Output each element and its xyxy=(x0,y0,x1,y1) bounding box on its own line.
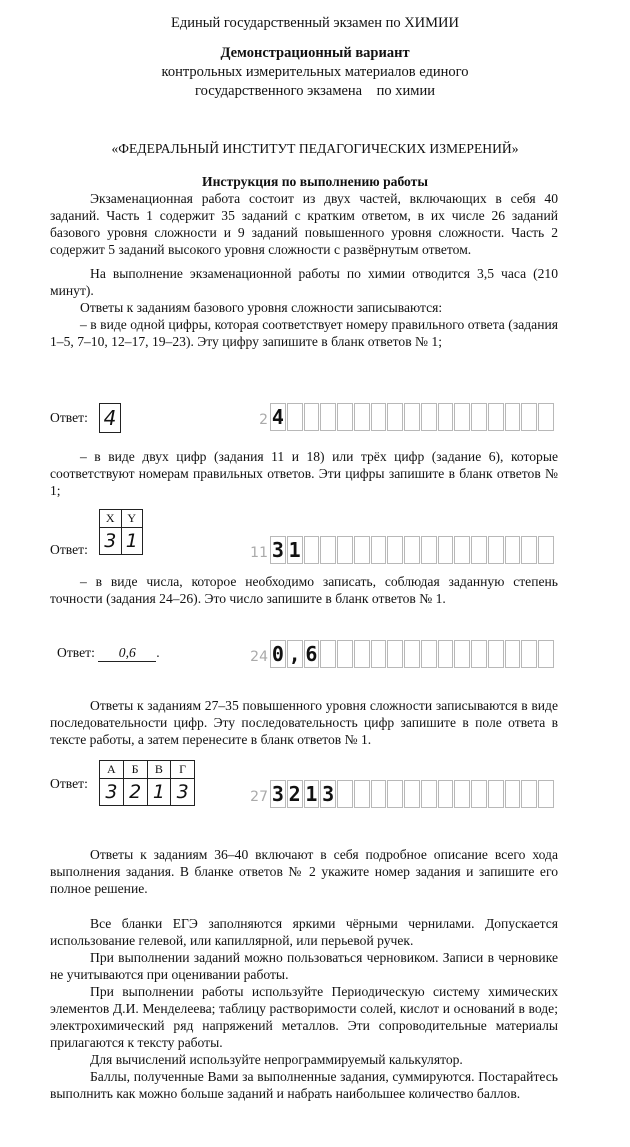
instruction-paragraph: Экзаменационная работа состоит из двух частей, включающих в себя 40 заданий. Часть 1 содержит 35 заданий с кратким ответом, в их числе 26 заданий базового уровня сложности и 9 заданий повышенного уровня сложности. Часть 2 содержит 5 заданий высокого уровня сложности с развёрнутым ответом. xyxy=(50,191,558,257)
handwritten-answer: 0,6 xyxy=(98,645,156,662)
answer-cell xyxy=(421,403,437,431)
instruction-block-6 xyxy=(50,915,558,1102)
answer-cell: 4 xyxy=(271,405,284,429)
instruction-paragraph: Для вычислений используйте непрограммируемый калькулятор. xyxy=(90,1052,463,1067)
answer-form-strip xyxy=(240,536,554,564)
answer-cell xyxy=(488,403,504,431)
handwritten-digit: 3 xyxy=(100,779,124,806)
instruction-paragraph: – в виде одной цифры, которая соответствует номеру правильного ответа (задания 1–5, 7–10, 12–17, 19–23). Эту цифру запишите в бланк ответов № 1; xyxy=(50,317,558,349)
instruction-block-5 xyxy=(50,846,558,897)
answer-cell xyxy=(304,403,320,431)
answer-cell xyxy=(354,780,370,808)
handwritten-answer-box: 4 xyxy=(99,403,121,433)
answer-cell xyxy=(320,640,336,668)
answer-cell xyxy=(337,403,353,431)
answer-cell: 0 xyxy=(271,642,284,666)
answer-cell xyxy=(354,403,370,431)
answer-cell xyxy=(371,403,387,431)
answer-cell xyxy=(538,403,554,431)
answer-table-xy xyxy=(99,509,143,555)
subtitle-line-2: государственного экзамена по химии xyxy=(195,83,435,99)
answer-cell xyxy=(421,780,437,808)
answer-cell: 3 xyxy=(271,538,284,562)
subtitle-line-1: контрольных измерительных материалов единого xyxy=(161,64,469,80)
answer-cell xyxy=(287,403,303,431)
instruction-paragraph: Все бланки ЕГЭ заполняются яркими чёрными чернилами. Допускается использование гелевой, или капиллярной, или перьевой ручек. xyxy=(50,916,558,948)
answer-cell xyxy=(521,403,537,431)
answer-cell: 2 xyxy=(288,782,301,806)
task-number: 11 xyxy=(250,545,268,561)
answer-cell xyxy=(505,403,521,431)
column-header: X xyxy=(100,510,122,528)
answer-cell xyxy=(421,536,437,564)
answer-label: Ответ: xyxy=(50,776,88,791)
handwritten-digit: 1 xyxy=(121,528,143,555)
answer-line-3 xyxy=(57,645,160,662)
answer-cell xyxy=(521,780,537,808)
answer-cell xyxy=(387,403,403,431)
answer-label: Ответ: xyxy=(50,542,88,557)
answer-cell xyxy=(488,536,504,564)
answer-cell xyxy=(337,780,353,808)
answer-cell xyxy=(404,780,420,808)
answer-cell xyxy=(538,536,554,564)
answer-cell xyxy=(488,780,504,808)
answer-cell: 1 xyxy=(288,538,301,562)
answer-cell xyxy=(538,640,554,668)
answer-cell xyxy=(471,536,487,564)
answer-cell: 3 xyxy=(271,782,284,806)
answer-cell xyxy=(404,536,420,564)
answer-cell xyxy=(387,640,403,668)
answer-cell: 6 xyxy=(305,642,318,666)
instruction-paragraph: Баллы, полученные Вами за выполненные задания, суммируются. Постарайтесь выполнить как можно больше заданий и набрать наибольшее количество баллов. xyxy=(50,1069,558,1101)
answer-cell xyxy=(354,640,370,668)
column-header: Б xyxy=(123,761,147,779)
answer-cell xyxy=(371,536,387,564)
period: . xyxy=(156,645,160,660)
answer-table-abvg xyxy=(99,760,195,806)
answer-cell xyxy=(454,403,470,431)
handwritten-digit: 1 xyxy=(147,779,171,806)
answer-cell xyxy=(320,536,336,564)
answer-form-strip xyxy=(240,403,554,431)
answer-cell xyxy=(488,640,504,668)
answer-cell xyxy=(454,780,470,808)
demo-variant-title: Демонстрационный вариант xyxy=(220,45,410,61)
instruction-paragraph: – в виде числа, которое необходимо записать, соблюдая заданную степень точности (задания 24–26). Это число запишите в бланк ответов № 1. xyxy=(50,574,558,606)
instruction-block-2 xyxy=(50,448,558,499)
answer-cell xyxy=(505,780,521,808)
answer-cell: , xyxy=(288,642,301,666)
instruction-block-1 xyxy=(50,190,558,350)
column-header: Г xyxy=(171,761,195,779)
answer-cell xyxy=(337,640,353,668)
answer-cell xyxy=(454,640,470,668)
task-number: 2 xyxy=(259,412,268,428)
answer-cell xyxy=(538,780,554,808)
answer-cell xyxy=(404,640,420,668)
answer-cell xyxy=(438,780,454,808)
answer-cell xyxy=(337,536,353,564)
task-number: 24 xyxy=(250,649,268,665)
answer-cell xyxy=(471,403,487,431)
instruction-paragraph: Ответы к заданиям 36–40 включают в себя подробное описание всего хода выполнения задания. В бланке ответов № 2 укажите номер задания и запишите его полное решение. xyxy=(50,847,558,896)
answer-label: Ответ: xyxy=(57,645,95,660)
answer-form-strip xyxy=(240,780,554,808)
answer-cell xyxy=(371,780,387,808)
answer-cell xyxy=(387,536,403,564)
instruction-paragraph: Ответы к заданиям базового уровня сложности записываются: xyxy=(80,300,443,315)
answer-cell xyxy=(521,640,537,668)
answer-cell: 1 xyxy=(305,782,318,806)
answer-cell xyxy=(354,536,370,564)
column-header: А xyxy=(100,761,124,779)
instruction-paragraph: При выполнении работы используйте Периодическую систему химических элементов Д.И. Менделеева; таблицу растворимости солей, кислот и оснований в воде; электрохимический ряд напряжений металлов. Эти сопроводительные материалы прилагаются к тексту работы. xyxy=(50,984,558,1050)
instruction-paragraph: При выполнении заданий можно пользоваться черновиком. Записи в черновике не учитываются при оценивании работы. xyxy=(50,950,558,982)
exam-title: Единый государственный экзамен по ХИМИИ xyxy=(171,15,459,31)
answer-cell xyxy=(438,403,454,431)
answer-cell xyxy=(371,640,387,668)
handwritten-digit: 3 xyxy=(171,779,195,806)
instruction-title: Инструкция по выполнению работы xyxy=(202,174,428,189)
column-header: В xyxy=(147,761,171,779)
answer-cell xyxy=(471,780,487,808)
answer-label: Ответ: xyxy=(50,410,88,425)
task-number: 27 xyxy=(250,789,268,805)
answer-cell xyxy=(387,780,403,808)
answer-cell xyxy=(421,640,437,668)
answer-cell xyxy=(521,536,537,564)
handwritten-digit: 2 xyxy=(123,779,147,806)
answer-cell xyxy=(471,640,487,668)
answer-cell xyxy=(505,536,521,564)
instruction-paragraph: – в виде двух цифр (задания 11 и 18) или трёх цифр (задание 6), которые соответствуют номерам правильных ответов. Эти цифры запишите в бланк ответов № 1; xyxy=(50,449,558,498)
institute-name: «ФЕДЕРАЛЬНЫЙ ИНСТИТУТ ПЕДАГОГИЧЕСКИХ ИЗМЕРЕНИЙ» xyxy=(111,141,519,156)
answer-cell xyxy=(304,536,320,564)
instruction-block-3 xyxy=(50,573,558,607)
instruction-paragraph: Ответы к заданиям 27–35 повышенного уровня сложности записываются в виде последовательности цифр. Эту последовательность цифр запишите в поле ответа в тексте работы, а затем перенесите в бланк ответов № 1. xyxy=(50,698,558,747)
column-header: Y xyxy=(121,510,143,528)
answer-cell xyxy=(505,640,521,668)
answer-cell: 3 xyxy=(322,782,335,806)
instruction-block-4 xyxy=(50,697,558,748)
answer-cell xyxy=(320,403,336,431)
answer-cell xyxy=(438,640,454,668)
answer-form-strip xyxy=(240,640,554,668)
answer-cell xyxy=(454,536,470,564)
instruction-paragraph: На выполнение экзаменационной работы по химии отводится 3,5 часа (210 минут). xyxy=(50,266,558,298)
answer-cell xyxy=(438,536,454,564)
answer-cell xyxy=(404,403,420,431)
handwritten-digit: 3 xyxy=(100,528,122,555)
